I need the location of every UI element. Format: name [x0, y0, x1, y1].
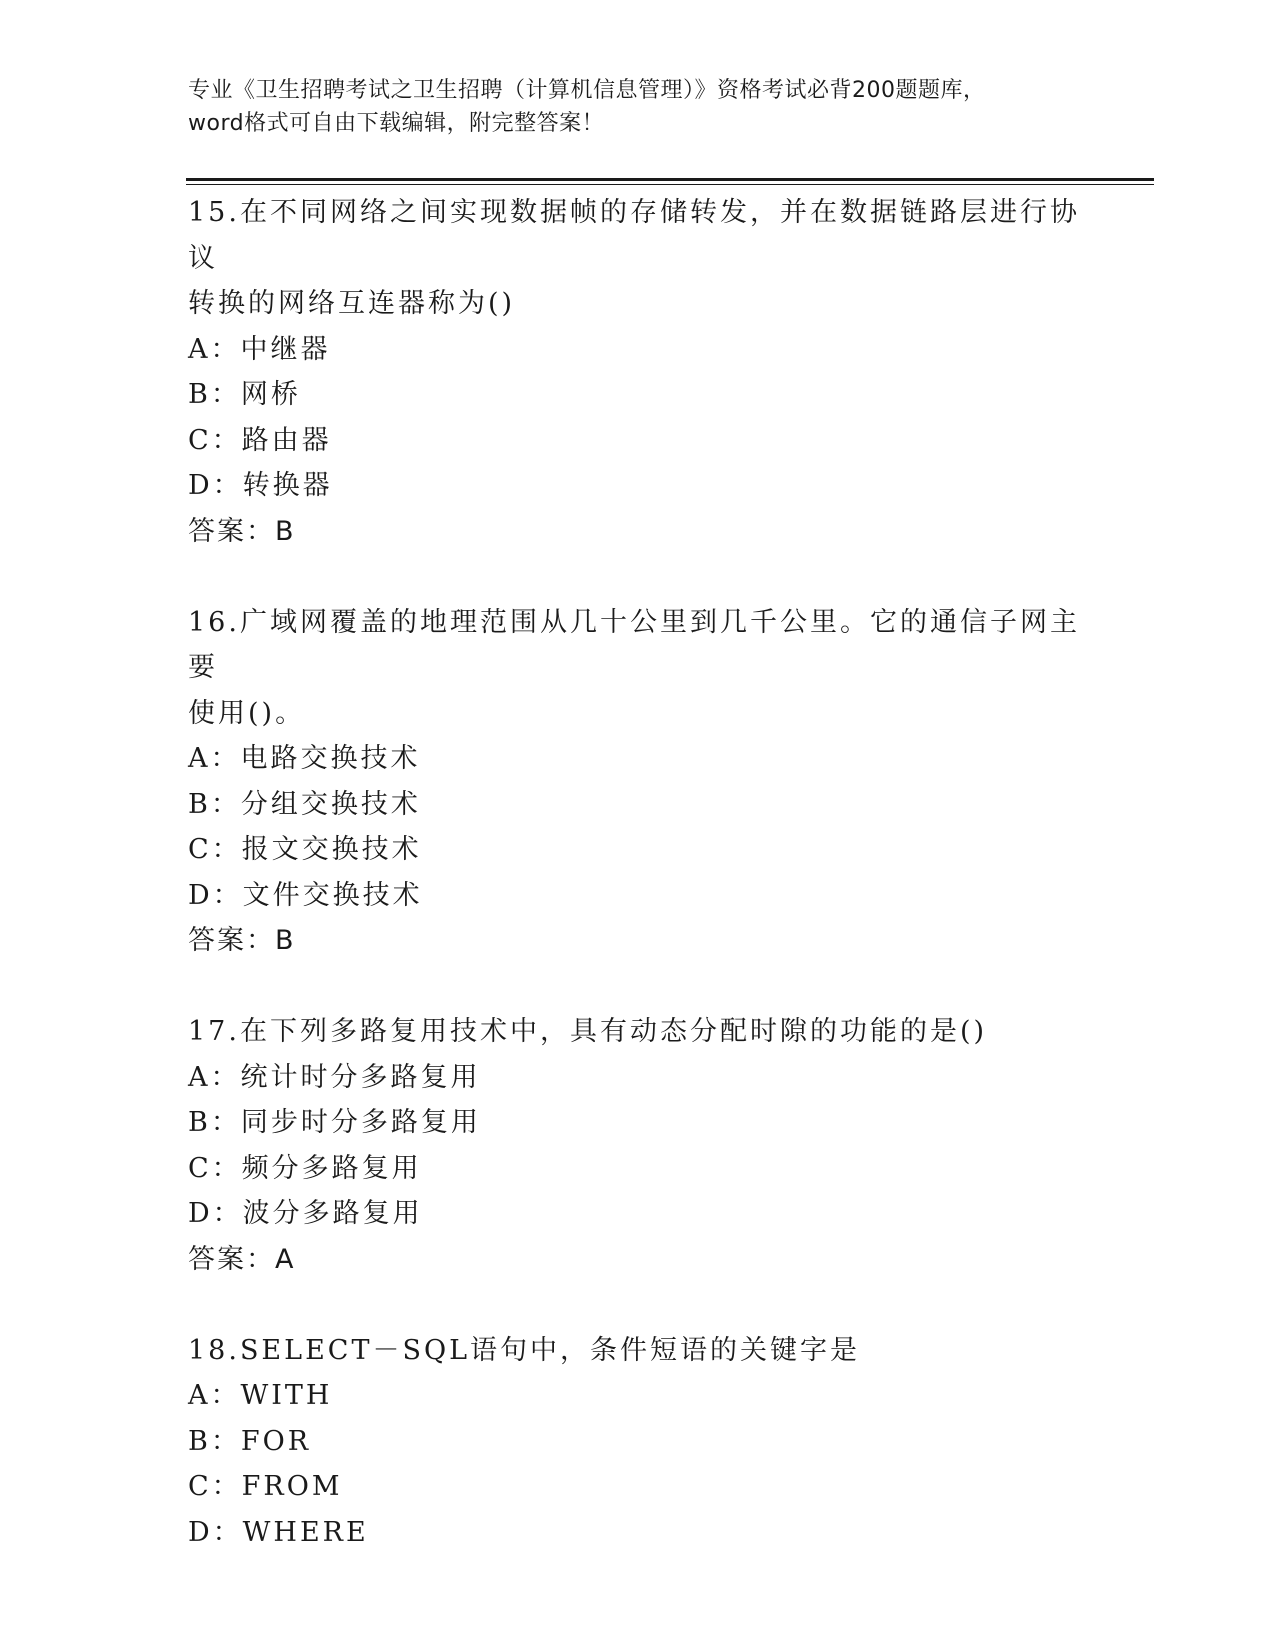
- question-18-option-a: A：WITH: [188, 1380, 333, 1411]
- question-18-option-d: D：WHERE: [188, 1516, 369, 1548]
- question-17: [188, 1009, 1088, 1282]
- question-15-option-c: C：路由器: [188, 424, 332, 456]
- question-list: [188, 190, 1088, 1555]
- question-16-option-a: A：电路交换技术: [188, 743, 421, 774]
- question-15-text-line-2: 转换的网络互连器称为(): [188, 288, 516, 319]
- question-16-option-c: C：报文交换技术: [188, 834, 422, 865]
- question-17-text-line-1: 17.在下列多路复用技术中，具有动态分配时隙的功能的是(): [188, 1016, 988, 1047]
- spacer: [188, 1282, 1088, 1328]
- question-15-text-line-1: 15.在不同网络之间实现数据帧的存储转发，并在数据链路层进行协议: [188, 197, 1080, 274]
- question-18-text-line-1: 18.SELECT－SQL语句中，条件短语的关键字是: [188, 1334, 861, 1366]
- header-divider-thin: [186, 184, 1154, 185]
- header-divider-thick: [186, 178, 1154, 181]
- question-16-option-d: D：文件交换技术: [188, 879, 423, 911]
- header-line-2: word格式可自由下载编辑，附完整答案！: [188, 111, 605, 136]
- question-15-option-a: A：中继器: [188, 333, 331, 365]
- question-15-option-d: D：转换器: [188, 470, 333, 501]
- question-18-option-c: C：FROM: [188, 1471, 343, 1502]
- question-17-option-d: D：波分多路复用: [188, 1198, 423, 1229]
- question-17-option-a: A：统计时分多路复用: [188, 1061, 481, 1093]
- question-15-answer: 答案：B: [188, 515, 296, 547]
- question-17-option-c: C：频分多路复用: [188, 1152, 422, 1184]
- question-17-answer: 答案：A: [188, 1243, 296, 1275]
- question-15-option-b: B：网桥: [188, 379, 301, 410]
- spacer: [188, 964, 1088, 1010]
- question-16-text-line-2: 使用()。: [188, 697, 306, 729]
- question-16-option-b: B：分组交换技术: [188, 788, 421, 820]
- question-16-text-line-1: 16.广域网覆盖的地理范围从几十公里到几千公里。它的通信子网主要: [188, 606, 1080, 683]
- spacer: [188, 554, 1088, 600]
- question-16: [188, 600, 1088, 964]
- question-15: [188, 190, 1088, 554]
- question-18-option-b: B：FOR: [188, 1425, 312, 1457]
- header-line-1: 专业《卫生招聘考试之卫生招聘（计算机信息管理）》资格考试必背200题题库，: [188, 78, 986, 103]
- document-header: [188, 74, 1088, 140]
- question-17-option-b: B：同步时分多路复用: [188, 1107, 481, 1138]
- question-16-answer: 答案：B: [188, 925, 296, 956]
- question-18: [188, 1328, 1088, 1556]
